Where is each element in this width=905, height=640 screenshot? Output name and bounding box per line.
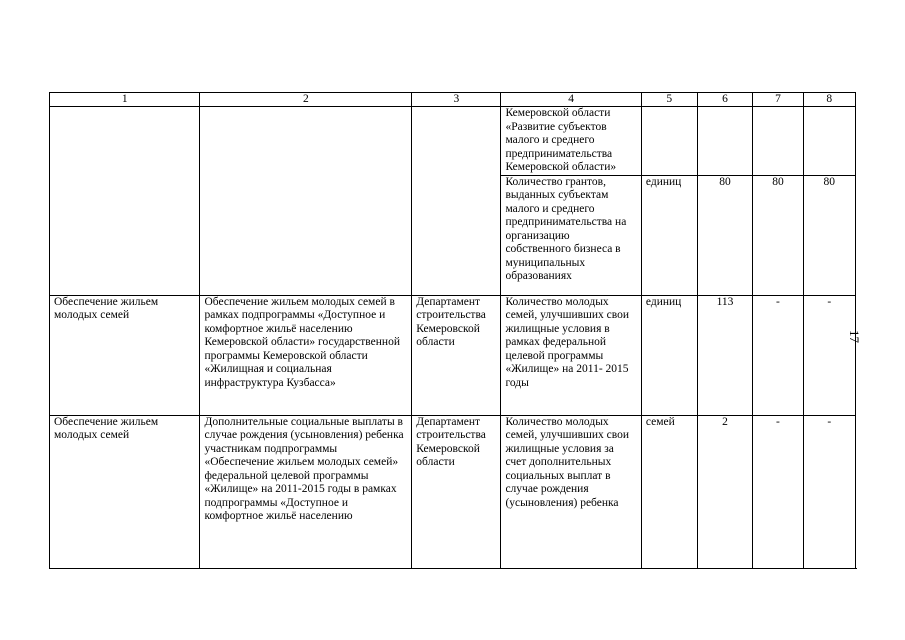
responsible-cell: Департамент строительства Кемеровской области — [412, 295, 501, 415]
table-header-row — [50, 93, 856, 107]
document-table — [49, 92, 856, 576]
value-cell: 2 — [697, 415, 753, 575]
unit-cell: единиц — [641, 295, 697, 415]
column-number: 8 — [803, 93, 855, 107]
table-row — [50, 107, 856, 176]
measure-description-cell — [200, 107, 412, 296]
unit-cell: единиц — [641, 175, 697, 295]
measure-cell — [50, 107, 200, 296]
value-cell: - — [753, 415, 803, 575]
indicator-cell: Количество молодых семей, улучшивших свои жилищные условия за счет дополнительных социальных выплат в случае рождения (усыновления) ребенка — [501, 415, 641, 575]
column-number: 7 — [753, 93, 803, 107]
column-number: 4 — [501, 93, 641, 107]
indicator-cell: Количество молодых семей, улучшивших свои жилищные условия в рамках федеральной целевой программы «Жилище» на 2011- 2015 годы — [501, 295, 641, 415]
measure-cell: Обеспечение жильем молодых семей — [50, 295, 200, 415]
responsible-cell: Департамент строительства Кемеровской области — [412, 415, 501, 575]
measure-description-cell: Обеспечение жильем молодых семей в рамках подпрограммы «Доступное и комфортное жильё населению Кемеровской области» государственной программы Кемеровской области «Жилищная и социальная инфраструктура Кузбасса» — [200, 295, 412, 415]
table-row — [50, 295, 856, 415]
indicator-cell: Кемеровской области «Развитие субъектов малого и среднего предпринимательства Кемеровской области» — [501, 107, 641, 176]
table-row — [50, 415, 856, 575]
column-number: 2 — [200, 93, 412, 107]
value-cell: 80 — [803, 175, 855, 295]
value-cell — [753, 107, 803, 176]
value-cell: 113 — [697, 295, 753, 415]
value-cell: - — [803, 415, 855, 575]
measure-cell: Обеспечение жильем молодых семей — [50, 415, 200, 575]
unit-cell — [641, 107, 697, 176]
unit-cell: семей — [641, 415, 697, 575]
value-cell — [803, 107, 855, 176]
table-bottom-border — [49, 568, 857, 569]
column-number: 6 — [697, 93, 753, 107]
column-number: 3 — [412, 93, 501, 107]
value-cell: - — [753, 295, 803, 415]
value-cell — [697, 107, 753, 176]
value-cell: 80 — [753, 175, 803, 295]
column-number: 5 — [641, 93, 697, 107]
responsible-cell — [412, 107, 501, 296]
page-bottom-margin — [0, 569, 905, 640]
indicator-cell: Количество грантов, выданных субъектам малого и среднего предпринимательства на организацию собственного бизнеса в муниципальных образованиях — [501, 175, 641, 295]
value-cell: - — [803, 295, 855, 415]
page-number: 17 — [847, 330, 862, 343]
column-number: 1 — [50, 93, 200, 107]
measure-description-cell: Дополнительные социальные выплаты в случае рождения (усыновления) ребенка участникам подпрограммы «Обеспечение жильем молодых семей» федеральной целевой программы «Жилище» на 2011-2015 годы в рамках подпрограммы «Доступное и комфортное жильё населению — [200, 415, 412, 575]
value-cell: 80 — [697, 175, 753, 295]
